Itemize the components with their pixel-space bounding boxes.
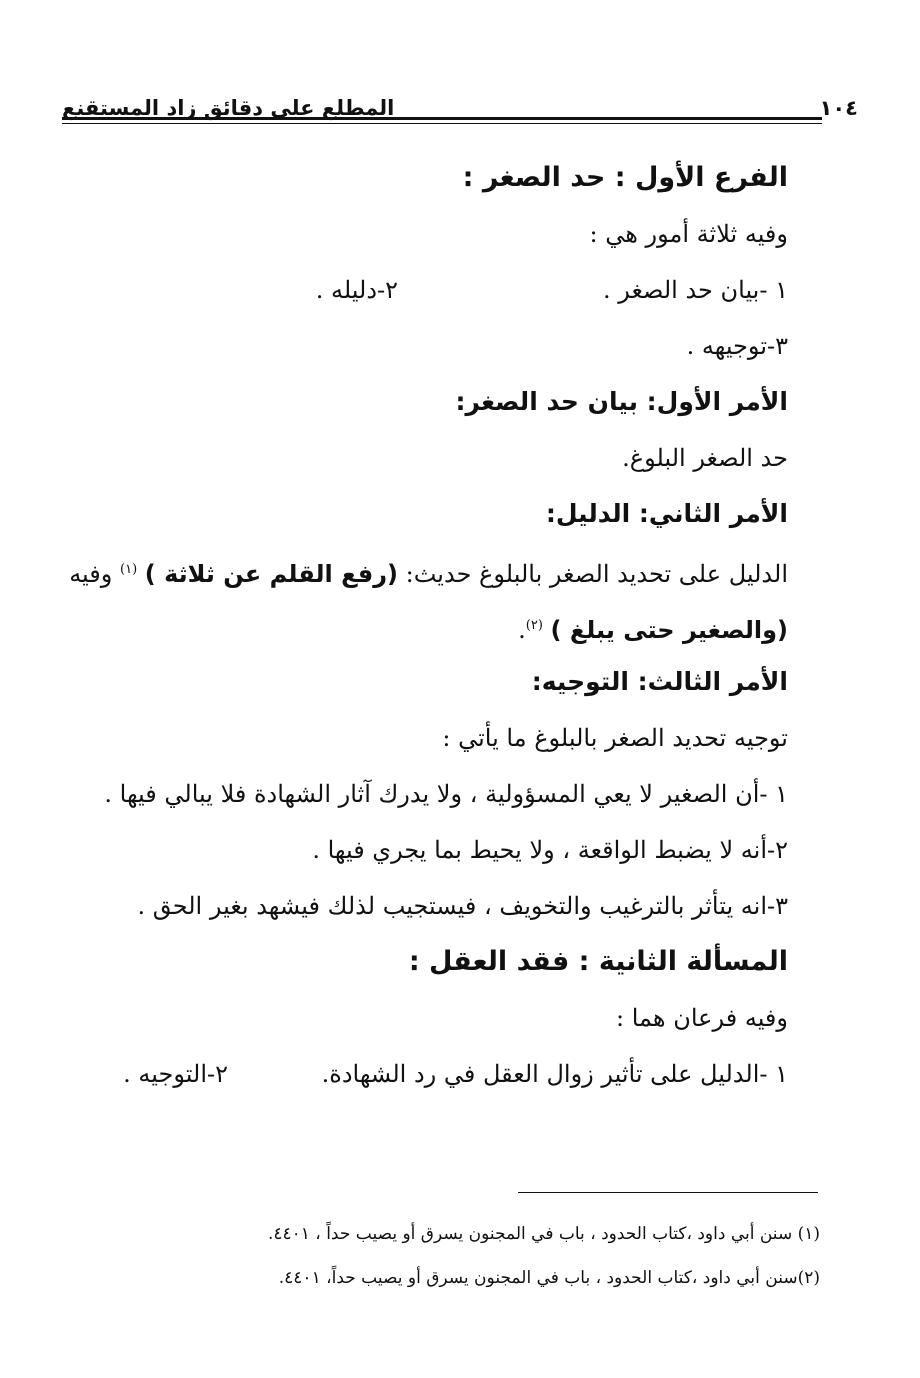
list-row-1 bbox=[66, 262, 788, 318]
branch-heading: الفرع الأول : حد الصغر : bbox=[462, 162, 788, 193]
footnote-2: (٢)سنن أبي داود ،كتاب الحدود ، باب في المجنون يسرق أو يصيب حداً، ٤٤٠١. bbox=[278, 1268, 820, 1288]
matter3-heading: الأمر الثالث: التوجيه: bbox=[531, 667, 788, 696]
issue2-item-1: ١ -الدليل على تأثير زوال العقل في رد الشهادة. bbox=[321, 1060, 788, 1088]
hadith-quote-2: (والصغير حتى يبلغ ) bbox=[550, 616, 788, 644]
page-header bbox=[62, 78, 858, 120]
intro-text: وفيه ثلاثة أمور هي : bbox=[589, 220, 788, 248]
issue2-heading: المسألة الثانية : فقد العقل : bbox=[408, 946, 788, 977]
list-item-2: ٢-دليله . bbox=[315, 276, 398, 304]
footnote-1: (١) سنن أبي داود ،كتاب الحدود ، باب في المجنون يسرق أو يصيب حداً ، ٤٤٠١. bbox=[267, 1224, 820, 1244]
reason-3: ٣-انه يتأثر بالترغيب والتخويف ، فيستجيب لذلك فيشهد بغير الحق . bbox=[137, 892, 788, 920]
evidence-line-2 bbox=[66, 598, 788, 654]
matter3-intro: توجيه تحديد الصغر بالبلوغ ما يأتي : bbox=[442, 724, 788, 752]
footnote-ref-1: (١) bbox=[120, 562, 138, 577]
issue2-row bbox=[66, 1046, 788, 1102]
page-body bbox=[66, 150, 788, 1102]
reason-1: ١ -أن الصغير لا يعي المسؤولية ، ولا يدرك آثار الشهادة فلا يبالي فيها . bbox=[104, 780, 788, 808]
header-rule bbox=[62, 117, 822, 120]
page-number: ١٠٤ bbox=[819, 96, 858, 120]
evidence-line-1 bbox=[66, 542, 788, 598]
matter2-heading: الأمر الثاني: الدليل: bbox=[545, 499, 788, 528]
footnote-ref-2: (٢) bbox=[525, 618, 543, 633]
list-item-3: ٣-توجيهه . bbox=[686, 332, 788, 360]
book-title: المطلع على دقائق زاد المستقنع bbox=[62, 96, 395, 120]
evidence-text: الدليل على تحديد الصغر بالبلوغ حديث: bbox=[405, 560, 788, 588]
footnotes bbox=[110, 1212, 820, 1300]
footnote-separator bbox=[518, 1192, 818, 1193]
hadith-quote-1: (رفع القلم عن ثلاثة ) bbox=[144, 560, 398, 588]
list-item-1: ١ -بيان حد الصغر . bbox=[602, 276, 788, 304]
issue2-item-2: ٢-التوجيه . bbox=[123, 1060, 228, 1088]
matter1-heading: الأمر الأول: بيان حد الصغر: bbox=[455, 387, 788, 416]
reason-2: ٢-أنه لا يضبط الواقعة ، ولا يحيط بما يجري فيها . bbox=[312, 836, 788, 864]
evidence-period: . bbox=[518, 616, 526, 644]
matter1-text: حد الصغر البلوغ. bbox=[622, 444, 788, 472]
header-rule-thin bbox=[62, 123, 822, 124]
evidence-continue: وفيه bbox=[69, 560, 113, 588]
issue2-intro: وفيه فرعان هما : bbox=[616, 1004, 788, 1032]
